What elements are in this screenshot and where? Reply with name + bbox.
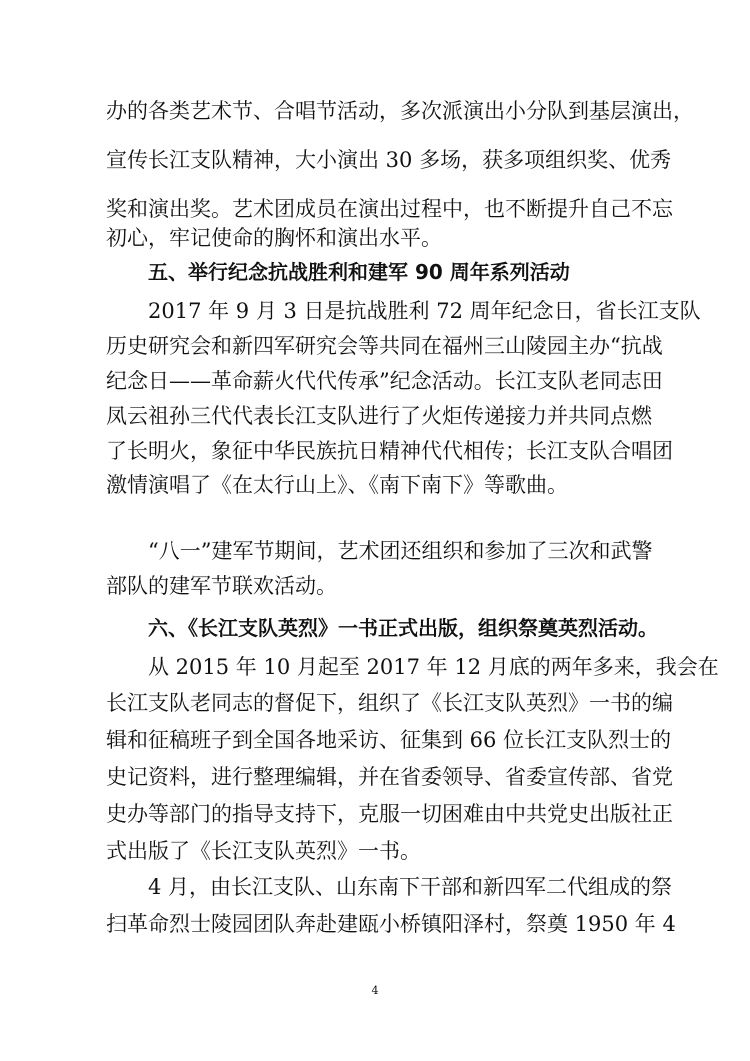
body-line: 初心，牢记使命的胸怀和演出水平。 xyxy=(106,226,442,250)
body-line: 史办等部门的指导支持下，克服一切困难由中共党史出版社正 xyxy=(106,802,673,826)
body-line: 激情演唱了《在太行山上》、《南下南下》等歌曲。 xyxy=(106,473,568,497)
body-line: 史记资料，进行整理编辑，并在省委领导、省委宣传部、省党 xyxy=(106,765,673,789)
body-line: 2017 年 9 月 3 日是抗战胜利 72 周年纪念日，省长江支队 xyxy=(148,299,701,323)
body-line: 部队的建军节联欢活动。 xyxy=(106,574,337,598)
body-line: 辑和征稿班子到全国各地采访、征集到 66 位长江支队烈士的 xyxy=(106,728,672,752)
body-line: 纪念日——革命薪火代代传承”纪念活动。长江支队老同志田 xyxy=(106,369,663,393)
body-line: “八一”建军节期间，艺术团还组织和参加了三次和武警 xyxy=(148,539,653,563)
body-line: 式出版了《长江支队英烈》一书。 xyxy=(106,839,421,863)
section-heading: 六、《长江支队英烈》一书正式出版，组织祭奠英烈活动。 xyxy=(148,616,658,640)
body-line: 扫革命烈士陵园团队奔赴建瓯小桥镇阳泽村，祭奠 1950 年 4 xyxy=(106,912,676,936)
body-line: 从 2015 年 10 月起至 2017 年 12 月底的两年多来，我会在 xyxy=(148,655,719,679)
body-line: 历史研究会和新四军研究会等共同在福州三山陵园主办“抗战 xyxy=(106,334,663,358)
page-number: 4 xyxy=(371,984,379,997)
body-line: 长江支队老同志的督促下，组织了《长江支队英烈》一书的编 xyxy=(106,691,673,715)
body-line: 凤云祖孙三代代表长江支队进行了火炬传递接力并共同点燃 xyxy=(106,404,652,428)
body-line: 奖和演出奖。艺术团成员在演出过程中，也不断提升自己不忘 xyxy=(106,197,673,221)
body-line: 了长明火，象征中华民族抗日精神代代相传；长江支队合唱团 xyxy=(106,439,673,463)
section-heading: 五、举行纪念抗战胜利和建军 90 周年系列活动 xyxy=(148,260,570,284)
body-line: 宣传长江支队精神，大小演出 30 多场，获多项组织奖、优秀 xyxy=(106,148,672,172)
body-line: 办的各类艺术节、合唱节活动，多次派演出小分队到基层演出， xyxy=(106,99,694,123)
body-line: 4 月，由长江支队、山东南下干部和新四军二代组成的祭 xyxy=(148,875,673,899)
